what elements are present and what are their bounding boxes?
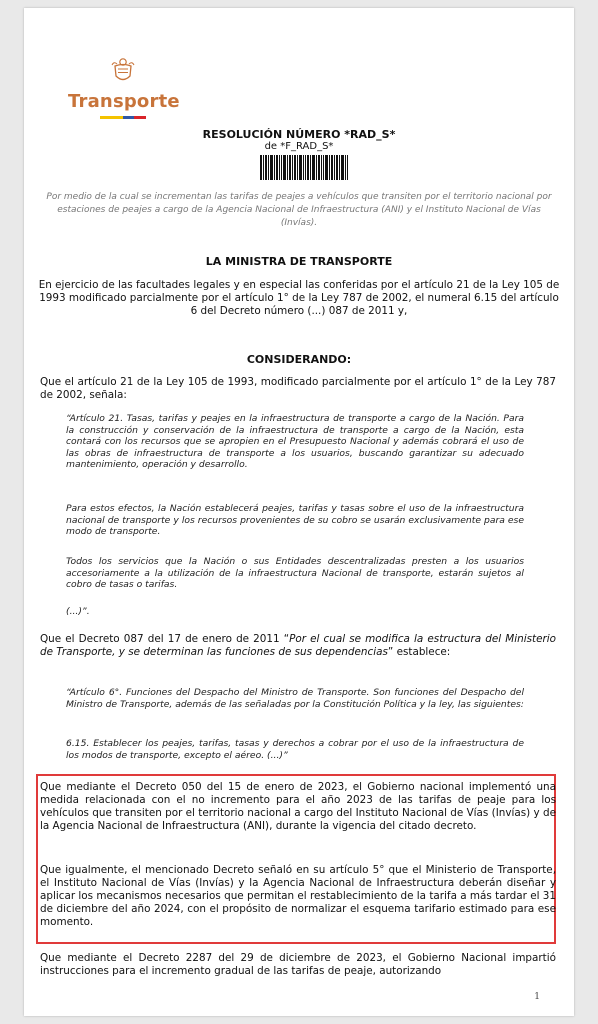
quote-ellipsis: (...)”. [66,606,90,617]
decreto-087-intro: Que el Decreto 087 del 17 de enero de 2011 “ [40,633,290,645]
paragraph-articulo-5: Que igualmente, el mencionado Decreto señaló en su artículo 5° que el Ministerio de Transporte, el Instituto Nacional de Vías (Invías) y la Agencia Nacional de Infraestructura deberán diseñar y aplicar los mecanismos necesarios que permitan el restablecimiento de la tarifa a más tardar el 31 de diciembre del año 2024, con el propósito de normalizar el esquema tarifario estimado para ese momento. [40,864,557,928]
paragraph-decreto-087 [40,633,556,659]
minister-heading: LA MINISTRA DE TRANSPORTE [205,255,393,268]
considerando-heading: CONSIDERANDO: [246,353,352,366]
paragraph-decreto-2287: Que mediante el Decreto 2287 del 29 de diciembre de 2023, el Gobierno Nacional impartió instrucciones para el incremento gradual de las tarifas de peaje, autorizando [40,952,556,977]
paragraph-decreto-050: Que mediante el Decreto 050 del 15 de enero de 2023, el Gobierno nacional implementó una medida relacionada con el no incremento para el año 2023 de las tarifas de peaje para los vehículos que transiten por el territorio nacional a cargo del Instituto Nacional de Vías (Invías) y de la Agencia Nacional de Infraestructura (ANI), durante la vigencia del citado decreto. [40,781,556,832]
decreto-087-title: Por el cual se modifica la estructura del Ministerio de Transporte, y se determinan las funciones de sus dependencias [40,633,556,658]
quote-article-21: “Artículo 21. Tasas, tarifas y peajes en la infraestructura de transporte a cargo de la Nación. Para la construcción y conservación de la infraestructura de transporte a cargo de la Nación, esta contará con los recursos que se apropien en el Presupuesto Nacional y además cobrará el uso de las obras de infraestructura de transporte a los usuarios, buscando garantizar su adecuado mantenimiento, operación y desarrollo. [66,413,524,470]
resolution-date: de *F_RAD_S* [264,141,334,152]
document-page [24,8,574,1016]
coat-of-arms-icon [110,56,136,84]
paragraph-article-21: Que el artículo 21 de la Ley 105 de 1993, modificado parcialmente por el artículo 1° de la Ley 787 de 2002, señala: [40,376,556,401]
quote-peajes: Para estos efectos, la Nación establecerá peajes, tarifas y tasas sobre el uso de la infraestructura nacional de transporte y los recursos provenientes de su cobro se usarán exclusivamente para ese modo de transporte. [66,503,524,537]
resolution-title: RESOLUCIÓN NÚMERO *RAD_S* [202,128,396,141]
barcode-icon [260,155,348,180]
decreto-087-end: ” establece: [387,646,451,658]
resolution-summary: Por medio de la cual se incrementan las tarifas de peajes a vehículos que transiten por el territorio nacional por estaciones de peajes a cargo de la Agencia Nacional de Infraestructura (ANI) y el Instituto Nacional de Vías (Invías). [46,192,552,228]
logo-wordmark: Transporte [68,91,180,112]
quote-article-6: “Artículo 6°. Funciones del Despacho del Ministro de Transporte. Son funciones del Despacho del Ministro de Transporte, además de las señaladas por la Constitución Política y la ley, las siguientes: [66,687,524,710]
preamble-text: En ejercicio de las facultades legales y en especial las conferidas por el artículo 21 de la Ley 105 de 1993 modificado parcialmente por el artículo 1° de la Ley 787 de 2002, el numeral 6.15 del artículo 6 del Decreto número (...) 087 de 2011 y, [38,279,560,317]
ministry-logo [68,56,178,119]
page-number: 1 [534,992,540,1002]
quote-servicios: Todos los servicios que la Nación o sus Entidades descentralizadas presten a los usuarios accesoriamente a la utilización de la infraestructura Nacional de transporte, estarán sujetos al cobro de tasas o tarifas. [66,556,524,590]
quote-6-15: 6.15. Establecer los peajes, tarifas, tasas y derechos a cobrar por el uso de la infraestructura de los modos de transporte, excepto el aéreo. (...)” [66,738,524,761]
flag-stripe [100,116,146,119]
